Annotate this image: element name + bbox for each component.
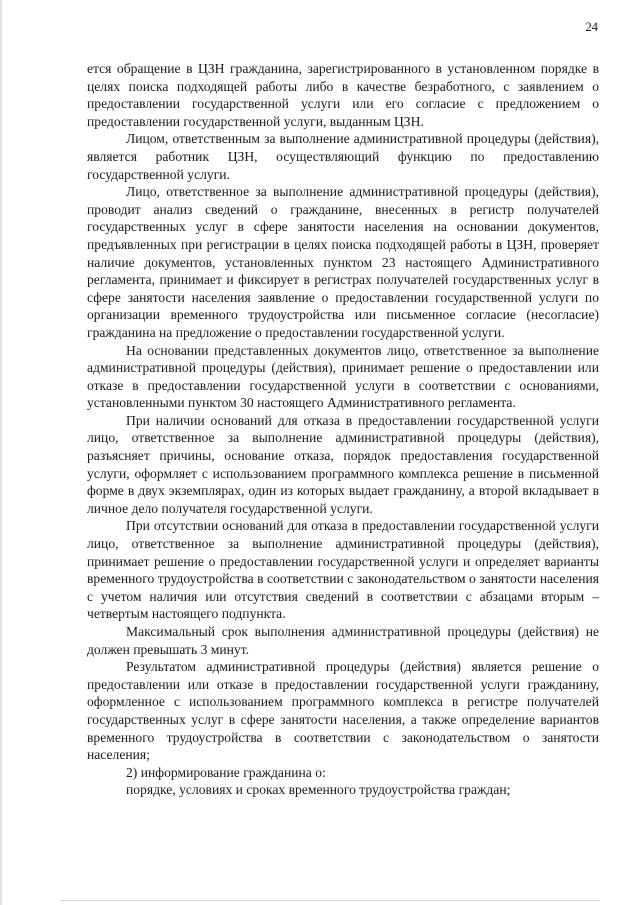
paragraph: На основании представленных документов лицо, ответственное за выполнение административной процедуры (действия), принимает решение о предоставлении или отказе в предоставлении государственной услуги в соответствии с основаниями, установленными пунктом 30 настоящего Административного регламента. xyxy=(87,342,599,411)
paragraph: Лицо, ответственное за выполнение административной процедуры (действия), проводит анализ сведений о гражданине, внесенных в регистр получателей государственных услуг в сфере занятости населения на основании документов, предъявленных при регистрации в целях поиска подходящей работы в ЦЗН, проверяет наличие документов, установленных пунктом 23 настоящего Административного регламента, принимает и фиксирует в регистрах получателей государственных услуг в сфере занятости населения заявление о предоставлении государственной услуги по организации временного трудоустройства или письменное согласие (несогласие) гражданина на предложение о предоставлении государственной услуги. xyxy=(87,184,599,340)
paragraph: При отсутствии оснований для отказа в предоставлении государственной услуги лицо, ответственное за выполнение административной процедуры (действия), принимает решение о предоставлении государственной услуги и определяет варианты временного трудоустройства в соответствии с законодательством о занятости населения с учетом наличия или отсутствия сведений в соответствии с абзацами вторым – четвертым настоящего подпункта. xyxy=(87,518,599,622)
document-body xyxy=(87,60,599,799)
page-number: 24 xyxy=(585,20,598,34)
paragraph: Максимальный срок выполнения административной процедуры (действия) не должен превышать 3 минут. xyxy=(87,624,599,657)
paragraph: Результатом административной процедуры (действия) является решение о предоставлении или отказе в предоставлении государственной услуги гражданину, оформленное с использованием программного комплекса в регистре получателей государственных услуг в сфере занятости населения, а также определение вариантов временного трудоустройства в соответствии с законодательством о занятости населения; xyxy=(87,659,599,763)
paragraph: Лицом, ответственным за выполнение административной процедуры (действия), является работник ЦЗН, осуществляющий функцию по предоставлению государственной услуги. xyxy=(87,131,599,182)
scan-edge xyxy=(0,0,3,905)
list-item: 2) информирование гражданина о: xyxy=(126,764,326,780)
list-item: порядке, условиях и сроках временного трудоустройства граждан; xyxy=(126,782,511,798)
scan-bottom-edge xyxy=(60,900,600,901)
paragraph: При наличии оснований для отказа в предоставлении государственной услуги лицо, ответственное за выполнение административной процедуры (действия), разъясняет причины, основание отказа, порядок предоставления государственной услуги, оформляет с использованием программного комплекса решение в письменной форме в двух экземплярах, один из которых выдает гражданину, а второй вкладывает в личное дело получателя государственной услуги. xyxy=(87,412,599,516)
paragraph-continuation: ется обращение в ЦЗН гражданина, зарегистрированного в установленном порядке в целях поиска подходящей работы либо в качестве безработного, с заявлением о предоставлении государственной услуги или его согласие с предложением о предоставлении государственной услуги, выданным ЦЗН. xyxy=(87,61,599,129)
